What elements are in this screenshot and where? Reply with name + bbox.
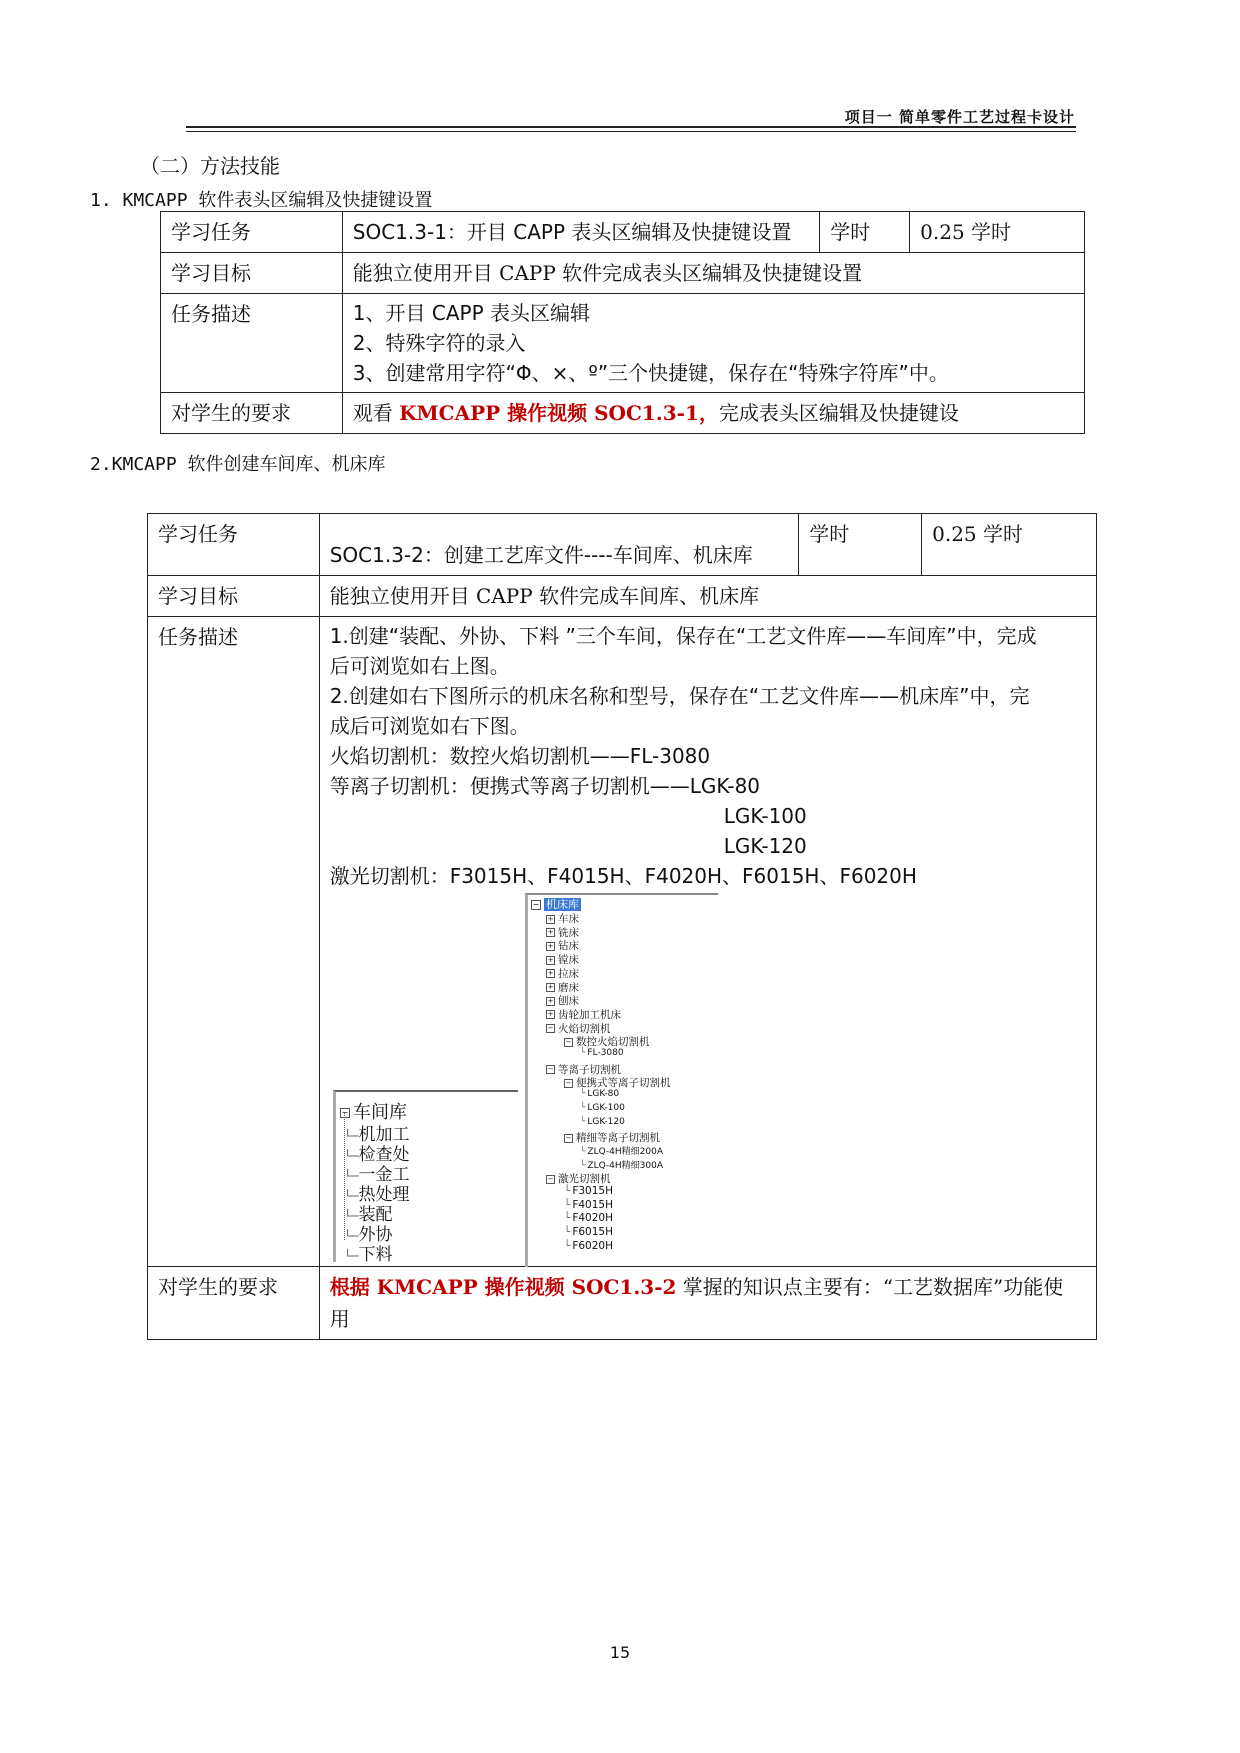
machine-tree xyxy=(525,893,718,1267)
tree-item-label: ZLQ-4H精细300A xyxy=(587,1160,664,1171)
tree-root-label: 车间库 xyxy=(353,1102,407,1123)
tree-item-label: LGK-120 xyxy=(587,1116,625,1127)
tree-connector: └ xyxy=(564,1212,571,1225)
tree-item-label: 镗床 xyxy=(558,954,579,967)
label-task: 学习任务 xyxy=(161,212,343,253)
label-hours: 学时 xyxy=(799,514,922,576)
tree-item-label: 车床 xyxy=(558,913,579,925)
workshop-tree xyxy=(333,1090,518,1265)
table-row xyxy=(161,294,1085,393)
tree-item-label: 激光切割机 xyxy=(558,1173,611,1186)
tree-item-label: F4015H xyxy=(572,1198,613,1211)
tree-item-label: 一金工 xyxy=(358,1165,410,1185)
tree-connector: └ xyxy=(580,1146,586,1157)
tree-item-label: F4020H xyxy=(572,1212,613,1225)
expand-icon[interactable]: + xyxy=(547,983,554,991)
section-heading: （二）方法技能 xyxy=(140,154,280,178)
tree-item[interactable] xyxy=(564,1185,613,1197)
desc-line: 2.创建如右下图所示的机床名称和型号，保存在“工艺文件库——机床库”中，完 xyxy=(329,684,1030,708)
collapse-icon[interactable]: − xyxy=(547,1065,554,1074)
tree-item-label: 机加工 xyxy=(358,1125,410,1145)
tree-item-label: 便携式等离子切割机 xyxy=(576,1077,671,1090)
tree-item-label: 拉床 xyxy=(558,967,579,980)
tree-item-label: 齿轮加工机床 xyxy=(558,1008,621,1021)
desc-line: 后可浏览如右上图。 xyxy=(329,654,510,678)
tree-root xyxy=(531,896,581,912)
tree-connector: └─ xyxy=(344,1229,359,1243)
expand-icon[interactable]: + xyxy=(547,996,554,1005)
goal-value: 能独立使用开目 CAPP 软件完成车间库、机床库 xyxy=(319,576,1096,617)
tree-item-label: 外协 xyxy=(358,1225,393,1245)
task-value: SOC1.3-2：创建工艺库文件----车间库、机床库 xyxy=(319,514,799,576)
tree-item-label: 铣床 xyxy=(558,926,579,939)
desc-line: 2、特殊字符的录入 xyxy=(352,331,526,355)
header-rule xyxy=(186,126,1076,128)
collapse-icon[interactable]: − xyxy=(547,1024,554,1033)
req-line2: 用 xyxy=(329,1307,350,1331)
item1-table xyxy=(160,211,1085,434)
tree-item-label: 热处理 xyxy=(358,1185,410,1205)
label-req: 对学生的要求 xyxy=(161,393,343,434)
label-hours: 学时 xyxy=(820,212,910,253)
tree-item[interactable] xyxy=(344,1240,392,1265)
tree-connector: └ xyxy=(564,1185,571,1197)
tree-item-label: 精细等离子切割机 xyxy=(576,1132,660,1145)
label-task: 学习任务 xyxy=(148,514,320,576)
task-value: SOC1.3-1：开目 CAPP 表头区编辑及快捷键设置 xyxy=(342,212,819,253)
req-video-link: KMCAPP 操作视频 SOC1.3-1， xyxy=(399,401,719,425)
desc-line: 3、创建常用字符“Φ、×、º”三个快捷键，保存在“特殊字符库”中。 xyxy=(352,361,949,385)
tree-item[interactable] xyxy=(564,1226,613,1238)
tree-connector: └─ xyxy=(344,1189,359,1203)
tree-item[interactable] xyxy=(580,1089,619,1099)
tree-item[interactable] xyxy=(580,1144,663,1157)
req-video-link: 根据 KMCAPP 操作视频 SOC1.3-2 xyxy=(329,1275,677,1299)
req-value xyxy=(342,393,1084,434)
label-desc: 任务描述 xyxy=(148,617,320,1267)
desc-line: 激光切割机：F3015H、F4015H、F4020H、F6015H、F6020H xyxy=(329,864,917,888)
req-value xyxy=(319,1267,1096,1340)
item2-heading: 2.KMCAPP 软件创建车间库、机床库 xyxy=(90,454,386,475)
tree-connector: └ xyxy=(580,1160,586,1171)
tree-item-label: 等离子切割机 xyxy=(558,1063,621,1076)
req-suffix: 完成表头区编辑及快捷键设 xyxy=(718,401,959,425)
table-row xyxy=(161,212,1085,253)
tree-item-label: LGK-80 xyxy=(587,1089,620,1100)
label-desc: 任务描述 xyxy=(161,294,343,393)
item1-heading: 1. KMCAPP 软件表头区编辑及快捷键设置 xyxy=(90,190,433,211)
expand-icon[interactable]: + xyxy=(547,955,554,964)
tree-connector: └ xyxy=(564,1226,571,1239)
tree-item-label: 火焰切割机 xyxy=(558,1022,611,1035)
req-prefix: 观看 xyxy=(352,401,400,425)
expand-icon[interactable]: + xyxy=(547,928,554,937)
tree-item-label: F6015H xyxy=(572,1226,613,1239)
desc-line: 1、开目 CAPP 表头区编辑 xyxy=(352,301,590,325)
tree-connector: └ xyxy=(580,1102,586,1113)
hours-value: 0.25 学时 xyxy=(910,212,1085,253)
collapse-icon: − xyxy=(341,1108,349,1117)
tree-item-label: 数控火焰切割机 xyxy=(576,1036,650,1049)
collapse-icon: − xyxy=(532,900,540,909)
expand-icon[interactable]: + xyxy=(547,941,554,950)
tree-connector: └ xyxy=(564,1198,571,1211)
tree-connector: └─ xyxy=(344,1149,359,1163)
tree-connector: └ xyxy=(580,1048,586,1058)
table-row xyxy=(161,253,1085,294)
tree-connector: └─ xyxy=(344,1249,359,1263)
collapse-icon[interactable]: − xyxy=(547,1174,554,1183)
tree-item[interactable] xyxy=(564,1199,613,1211)
tree-item-label: F6020H xyxy=(572,1239,613,1252)
hours-value: 0.25 学时 xyxy=(922,514,1097,576)
tree-connector: └ xyxy=(564,1239,571,1252)
tree-connector: └─ xyxy=(344,1169,359,1183)
expand-icon[interactable]: + xyxy=(547,914,554,923)
table-row xyxy=(161,393,1085,434)
tree-root-label: 机床库 xyxy=(546,898,579,911)
tree-item[interactable] xyxy=(580,1103,625,1113)
desc-line: LGK-100 xyxy=(723,804,807,828)
tree-item[interactable] xyxy=(564,1212,613,1224)
label-goal: 学习目标 xyxy=(148,576,320,617)
tree-item-label: 装配 xyxy=(358,1205,393,1225)
tree-item-label: F3015H xyxy=(572,1185,613,1197)
collapse-icon[interactable]: − xyxy=(565,1037,572,1046)
collapse-icon[interactable]: − xyxy=(565,1133,572,1142)
tree-item-label: FL-3080 xyxy=(587,1048,624,1058)
expand-icon[interactable]: + xyxy=(547,969,554,978)
page-number: 15 xyxy=(609,1643,631,1662)
desc-line: 等离子切割机：便携式等离子切割机——LGK-80 xyxy=(329,774,761,798)
tree-item[interactable] xyxy=(580,1048,624,1058)
table-row xyxy=(148,514,1097,576)
req-suffix: 掌握的知识点主要有：“工艺数据库”功能使 xyxy=(676,1275,1064,1299)
tree-item-label: 钻床 xyxy=(558,940,579,953)
label-goal: 学习目标 xyxy=(161,253,343,294)
desc-line: 成后可浏览如右下图。 xyxy=(329,714,530,738)
label-req: 对学生的要求 xyxy=(148,1267,320,1340)
tree-connector: └ xyxy=(580,1089,586,1100)
desc-line: LGK-120 xyxy=(723,834,807,858)
tree-item-label: 下料 xyxy=(358,1245,393,1265)
desc-value xyxy=(342,294,1084,393)
tree-item-label: 磨床 xyxy=(558,981,579,994)
collapse-icon[interactable]: − xyxy=(565,1078,572,1087)
tree-item-label: 刨床 xyxy=(558,995,579,1008)
desc-line: 火焰切割机：数控火焰切割机——FL-3080 xyxy=(329,744,711,768)
header-title: 项目一 简单零件工艺过程卡设计 xyxy=(844,108,1075,126)
tree-item-label: LGK-100 xyxy=(587,1102,625,1113)
table-row xyxy=(148,1267,1097,1340)
goal-value: 能独立使用开目 CAPP 软件完成表头区编辑及快捷键设置 xyxy=(342,253,1084,294)
expand-icon[interactable]: + xyxy=(547,1010,554,1019)
table-row xyxy=(148,576,1097,617)
tree-item[interactable] xyxy=(580,1158,663,1171)
tree-item-label: ZLQ-4H精细200A xyxy=(587,1146,664,1157)
desc-line: 1.创建“装配、外协、下料 ”三个车间，保存在“工艺文件库——车间库”中，完成 xyxy=(329,624,1037,648)
tree-item-label: 检查处 xyxy=(358,1145,410,1165)
tree-connector: └─ xyxy=(344,1129,359,1143)
tree-connector: └─ xyxy=(344,1209,359,1223)
tree-item[interactable] xyxy=(580,1117,625,1127)
tree-connector: └ xyxy=(580,1116,586,1127)
tree-item[interactable] xyxy=(564,1240,613,1252)
header-rule-thin xyxy=(186,131,1076,132)
